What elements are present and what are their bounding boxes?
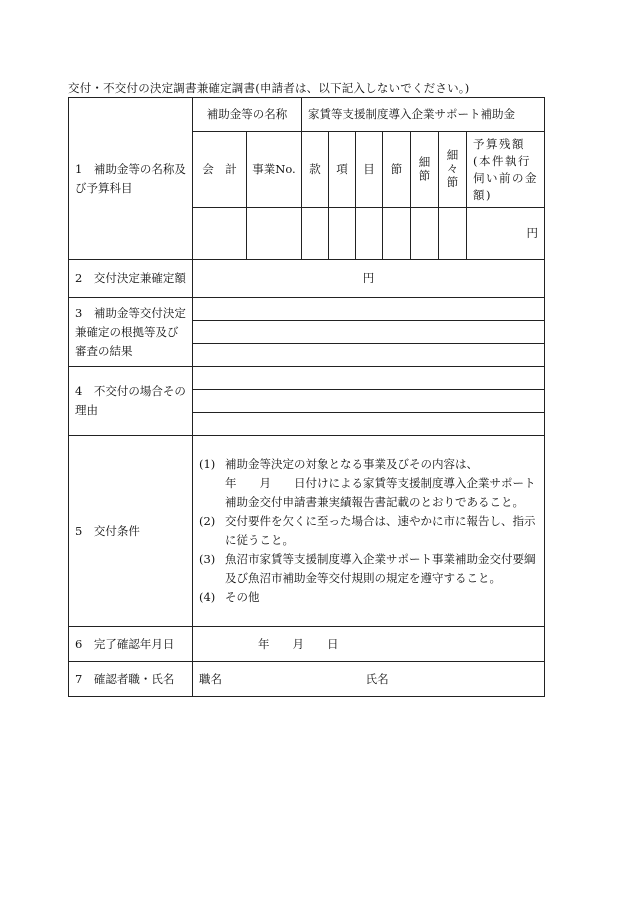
col-budget-remaining: 予算残額(本件執行伺い前の金額) <box>467 132 545 208</box>
completion-date-text: 年 月 日 <box>258 636 339 651</box>
cell-moku[interactable] <box>356 208 383 260</box>
page-title: 交付・不交付の決定調書兼確定調書(申請者は、以下記入しないでください。) <box>68 81 470 95</box>
reason-line-3[interactable] <box>193 413 545 436</box>
condition-2: (2) 交付要件を欠くに至った場合は、速やかに市に報告し、指示に従うこと。 <box>199 514 536 547</box>
condition-4: (4) その他 <box>199 590 260 604</box>
reason-line-1[interactable] <box>193 367 545 390</box>
col-moku: 目 <box>356 132 383 208</box>
cell-saisetsu[interactable] <box>411 208 439 260</box>
grounds-line-2[interactable] <box>193 321 545 344</box>
cell-budget-remaining[interactable]: 円 <box>467 208 545 260</box>
conditions-cell <box>193 436 545 627</box>
reason-line-2[interactable] <box>193 390 545 413</box>
col-setsu: 節 <box>383 132 411 208</box>
col-project-no: 事業No. <box>247 132 302 208</box>
label-budget-item: 1 補助金等の名称及び予算科目 <box>69 98 193 260</box>
form-table <box>68 97 545 697</box>
col-kou: 項 <box>329 132 356 208</box>
condition-3: (3) 魚沼市家賃等支援制度導入企業サポート事業補助金交付要綱及び魚沼市補助金等交付規則の規定を遵守すること。 <box>199 552 536 585</box>
label-refusal-reason: 4 不交付の場合その理由 <box>69 367 193 436</box>
cell-account[interactable] <box>193 208 247 260</box>
label-completion-date: 6 完了確認年月日 <box>69 627 193 662</box>
grounds-line-1[interactable] <box>193 298 545 321</box>
cell-saisaisetsu[interactable] <box>439 208 467 260</box>
label-decision-amount: 2 交付決定兼確定額 <box>69 260 193 298</box>
cell-kou[interactable] <box>329 208 356 260</box>
position-label: 職名 <box>199 671 222 686</box>
label-grounds: 3 補助金等交付決定兼確定の根拠等及び審査の結果 <box>69 298 193 367</box>
name-label: 氏名 <box>365 671 389 686</box>
label-confirmer: 7 確認者職・氏名 <box>69 662 193 697</box>
completion-date-field[interactable] <box>193 627 545 662</box>
col-account: 会 計 <box>193 132 247 208</box>
col-saisetsu: 細節 <box>411 132 439 208</box>
subsidy-name-header: 補助金等の名称 <box>193 98 302 132</box>
label-conditions: 5 交付条件 <box>69 436 193 627</box>
condition-1: (1) 補助金等決定の対象となる事業及びその内容は、 <box>199 457 478 471</box>
cell-kan[interactable] <box>302 208 329 260</box>
grounds-line-3[interactable] <box>193 344 545 367</box>
confirmer-field[interactable] <box>193 662 545 697</box>
cell-setsu[interactable] <box>383 208 411 260</box>
subsidy-name-value: 家賃等支援制度導入企業サポート補助金 <box>302 98 545 132</box>
decision-amount-field[interactable]: 円 <box>193 260 545 298</box>
condition-1-detail: 年 月 日付けによる家賃等支援制度導入企業サポート補助金交付申請書兼実績報告書記載のとおりであること。 <box>225 476 536 509</box>
col-kan: 款 <box>302 132 329 208</box>
col-saisaisetsu: 細々節 <box>439 132 467 208</box>
cell-project-no[interactable] <box>247 208 302 260</box>
